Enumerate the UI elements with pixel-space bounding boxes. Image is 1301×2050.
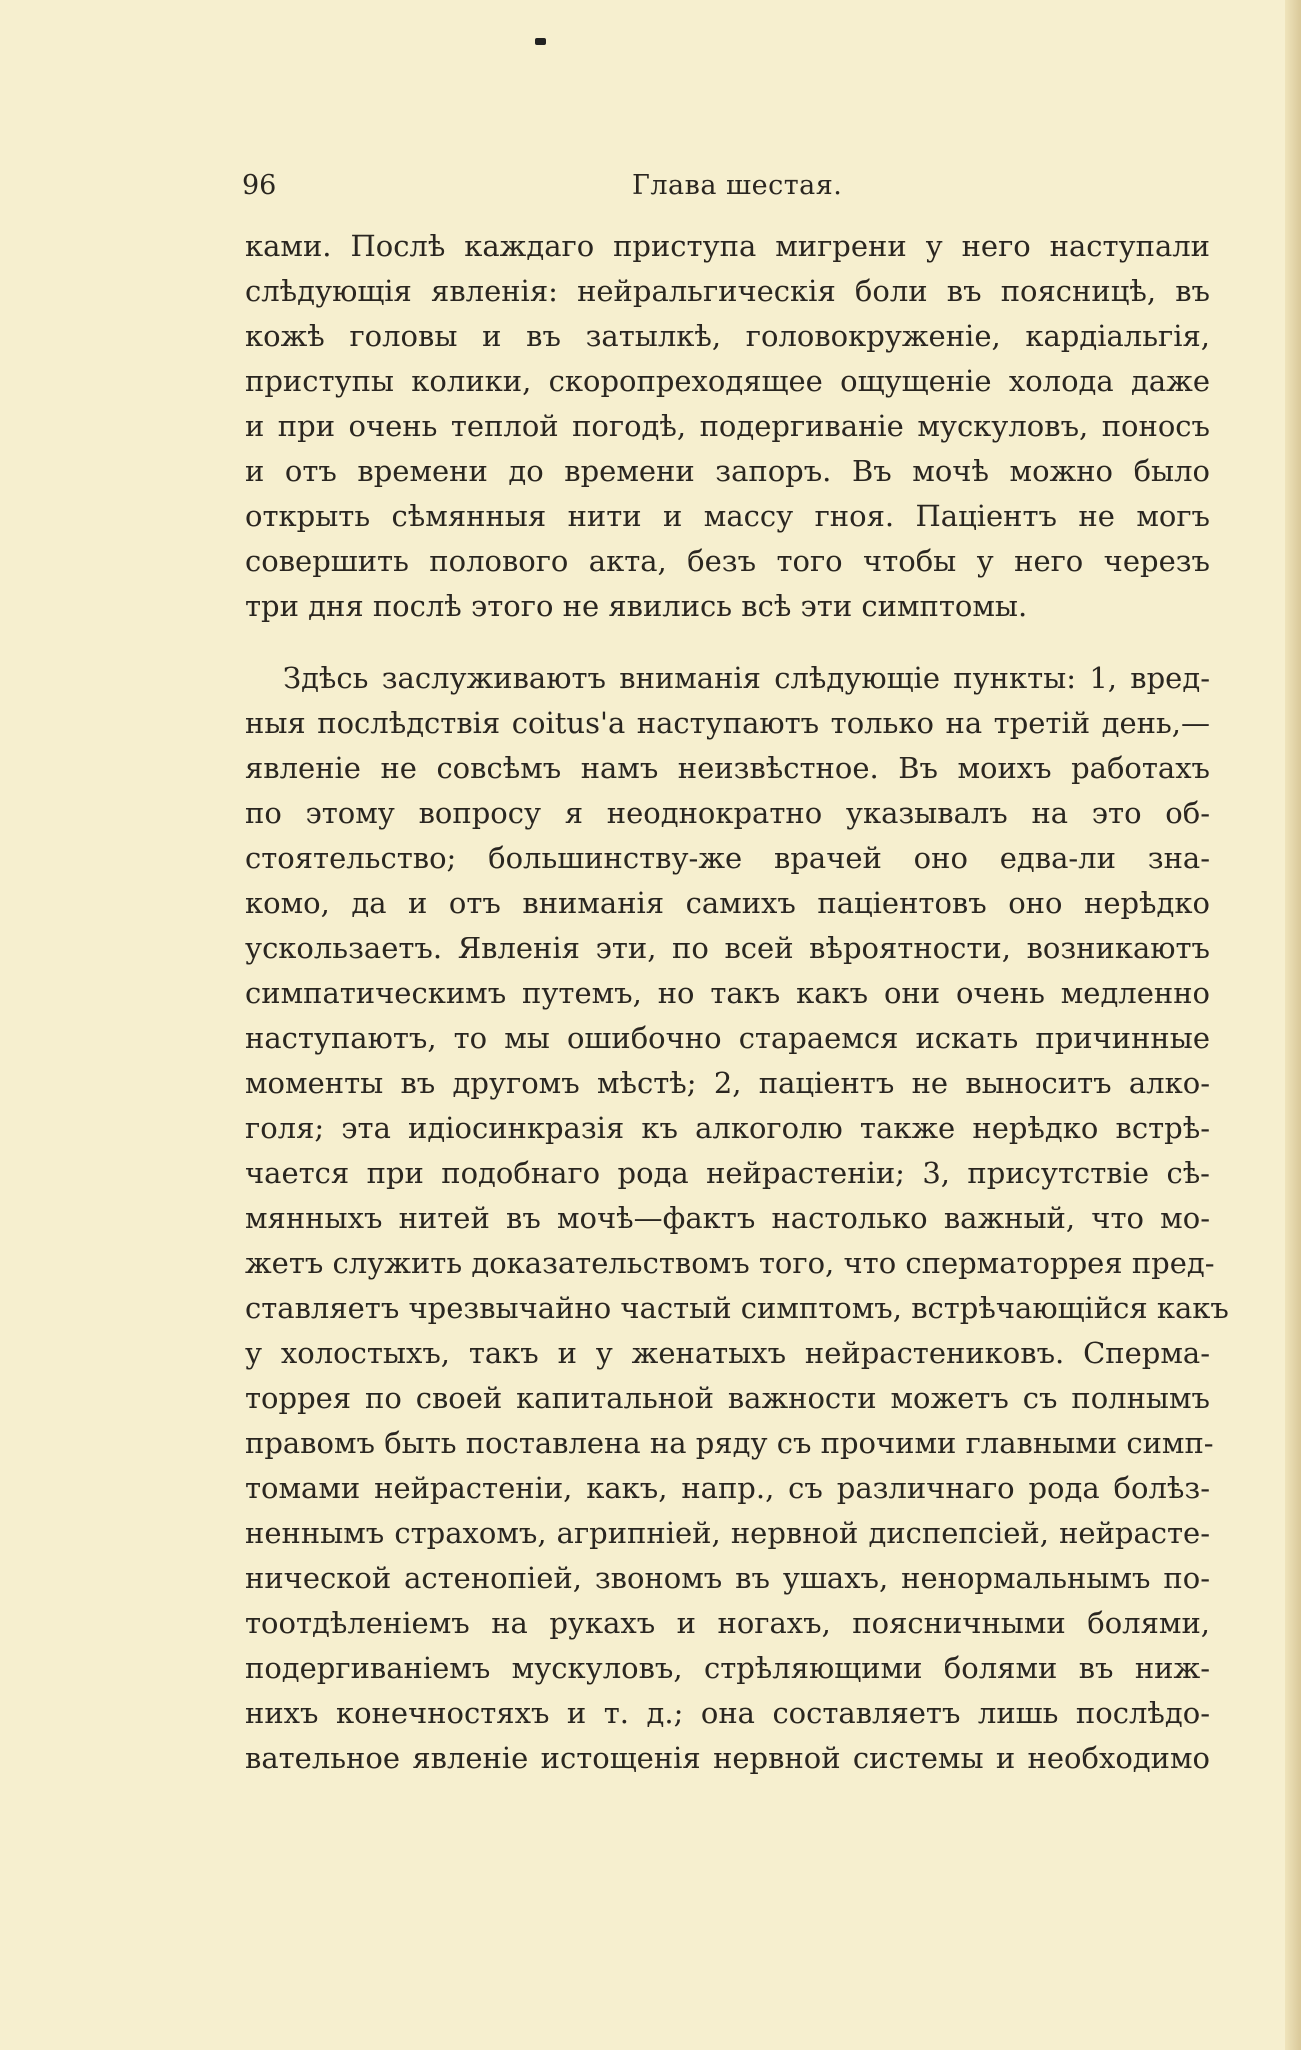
text-line: и отъ времени до времени запоръ. Въ мочѣ можно было — [245, 454, 1210, 488]
text-line: подергиваніемъ мускуловъ, стрѣляющими болями въ ниж- — [245, 1651, 1210, 1685]
text-line: совершить полового акта, безъ того чтобы у него черезъ — [245, 544, 1210, 578]
text-line: мянныхъ нитей въ мочѣ—фактъ настолько важный, что мо- — [245, 1201, 1210, 1235]
print-mark — [535, 38, 546, 45]
text-line: правомъ быть поставлена на ряду съ прочими главными симп- — [245, 1426, 1214, 1460]
text-line: Здѣсь заслуживаютъ вниманія слѣдующіе пункты: 1, вред- — [283, 661, 1210, 695]
text-line: комо, да и отъ вниманія самихъ паціентовъ оно нерѣдко — [245, 886, 1210, 920]
text-line: голя; эта идіосинкразія къ алкоголю также нерѣдко встрѣ- — [245, 1111, 1210, 1145]
page-edge — [1285, 0, 1301, 2050]
page-header — [242, 166, 1210, 206]
text-line: стоятельство; большинству-же врачей оно едва-ли зна- — [245, 841, 1210, 875]
paragraph-2 — [245, 656, 1229, 1781]
text-line: симпатическимъ путемъ, но такъ какъ они очень медленно — [245, 976, 1210, 1010]
page-number: 96 — [242, 170, 277, 201]
text-line: приступы колики, скоропреходящее ощущеніе холода даже — [245, 364, 1210, 398]
running-title: Глава шестая. — [632, 170, 843, 201]
text-line: моменты въ другомъ мѣстѣ; 2, паціентъ не выноситъ алко- — [245, 1066, 1210, 1100]
text-line: чается при подобнаго рода нейрастеніи; 3, присутствіе сѣ- — [245, 1156, 1210, 1190]
paragraph-1 — [245, 224, 1210, 629]
text-line: вательное явленіе истощенія нервной системы и необходимо — [245, 1741, 1210, 1775]
text-line: торрея по своей капитальной важности можетъ съ полнымъ — [245, 1381, 1210, 1415]
text-line: открыть сѣмянныя нити и массу гноя. Паціентъ не могъ — [245, 499, 1210, 533]
text-line: ныя послѣдствія coitus'а наступаютъ только на третій день,— — [245, 706, 1210, 740]
text-line: кожѣ головы и въ затылкѣ, головокруженіе, кардіальгія, — [245, 319, 1210, 353]
text-line: явленіе не совсѣмъ намъ неизвѣстное. Въ моихъ работахъ — [245, 751, 1210, 785]
text-line: ставляетъ чрезвычайно частый симптомъ, встрѣчающійся какъ — [245, 1291, 1229, 1325]
text-line: наступаютъ, то мы ошибочно стараемся искать причинные — [245, 1021, 1210, 1055]
text-line: неннымъ страхомъ, агрипніей, нервной диспепсіей, нейрасте- — [245, 1516, 1210, 1550]
text-line: и при очень теплой погодѣ, подергиваніе мускуловъ, поносъ — [245, 409, 1210, 443]
text-line: нической астенопіей, звономъ въ ушахъ, ненормальнымъ по- — [245, 1561, 1210, 1595]
text-line: ускользаетъ. Явленія эти, по всей вѣроятности, возникаютъ — [245, 931, 1210, 965]
text-line: у холостыхъ, такъ и у женатыхъ нейрастениковъ. Сперма- — [245, 1336, 1210, 1370]
text-line: три дня послѣ этого не явились всѣ эти симптомы. — [245, 589, 1028, 623]
text-line: ками. Послѣ каждаго приступа мигрени у него наступали — [245, 229, 1210, 263]
text-line: по этому вопросу я неоднократно указывалъ на это об- — [245, 796, 1210, 830]
text-line: слѣдующія явленія: нейральгическія боли въ поясницѣ, въ — [245, 274, 1210, 308]
text-line: нихъ конечностяхъ и т. д.; она составляетъ лишь послѣдо- — [245, 1696, 1210, 1730]
text-line: жетъ служить доказательствомъ того, что сперматоррея пред- — [245, 1246, 1215, 1280]
text-line: томами нейрастеніи, какъ, напр., съ различнаго рода болѣз- — [245, 1471, 1210, 1505]
text-line: тоотдѣленіемъ на рукахъ и ногахъ, поясничными болями, — [245, 1606, 1210, 1640]
